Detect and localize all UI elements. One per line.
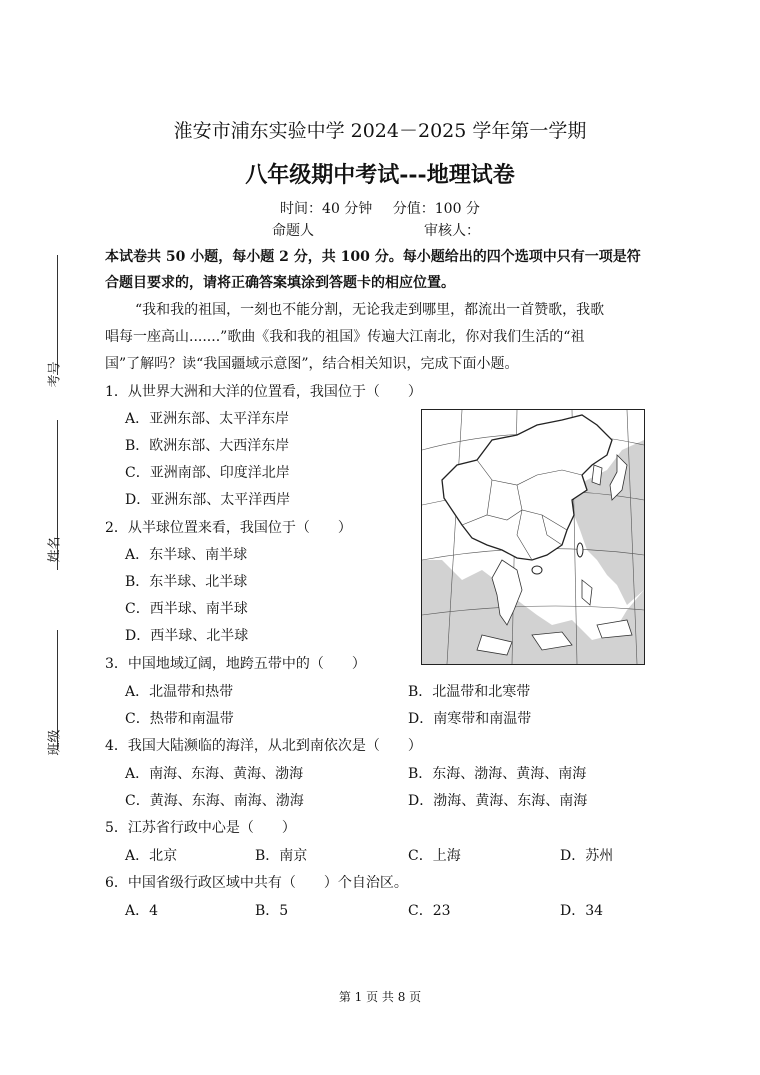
taiwan-island bbox=[577, 543, 583, 557]
question-6-option-b: B．5 bbox=[255, 903, 289, 919]
question-1-option-a: A．亚洲东部、太平洋东岸 bbox=[125, 411, 290, 427]
question-6-option-a: A．4 bbox=[125, 903, 159, 919]
question-3-stem: 3．中国地域辽阔，地跨五带中的（ ） bbox=[105, 656, 366, 672]
china-map-drawing bbox=[422, 410, 644, 664]
question-5-stem: 5．江苏省行政中心是（ ） bbox=[105, 820, 296, 836]
school-title: 淮安市浦东实验中学 2024－2025 学年第一学期 bbox=[173, 120, 587, 142]
korean-peninsula bbox=[592, 465, 602, 485]
exam-title: 八年级期中考试---地理试卷 bbox=[245, 162, 515, 188]
question-5-option-c: C．上海 bbox=[408, 848, 461, 864]
question-5-option-d: D．苏州 bbox=[560, 848, 614, 864]
question-6-option-d: D．34 bbox=[560, 903, 604, 919]
name-label: 姓名 bbox=[47, 536, 63, 563]
question-5-option-a: A．北京 bbox=[125, 848, 178, 864]
question-1-option-b: B．欧洲东部、大西洋东岸 bbox=[125, 438, 290, 454]
question-3-option-b: B．北温带和北寒带 bbox=[408, 684, 531, 700]
question-3-option-d: D．南寒带和南温带 bbox=[408, 711, 532, 727]
instructions-line-2: 合题目要求的，请将正确答案填涂到答题卡的相应位置。 bbox=[105, 275, 455, 291]
question-2-option-d: D．西半球、北半球 bbox=[125, 628, 249, 644]
question-6-stem: 6．中国省级行政区域中共有（ ）个自治区。 bbox=[105, 875, 408, 891]
page-footer: 第 1 页 共 8 页 bbox=[338, 990, 422, 1004]
class-label: 班级 bbox=[47, 729, 63, 756]
exam-no-line bbox=[57, 255, 58, 375]
question-2-option-a: A．东半球、南半球 bbox=[125, 547, 248, 563]
question-5-option-b: B．南京 bbox=[255, 848, 308, 864]
question-2-option-c: C．西半球、南半球 bbox=[125, 601, 248, 617]
question-1-option-c: C．亚洲南部、印度洋北岸 bbox=[125, 465, 290, 481]
reviewer-label: 审核人： bbox=[424, 223, 480, 239]
question-4-stem: 4．我国大陆濒临的海洋，从北到南依次是（ ） bbox=[105, 738, 422, 754]
instructions-line-1: 本试卷共 50 小题，每小题 2 分，共 100 分。每小题给出的四个选项中只有一项是符 bbox=[105, 249, 641, 265]
sulawesi-island bbox=[597, 620, 632, 638]
question-2-stem: 2．从半球位置来看，我国位于（ ） bbox=[105, 520, 352, 536]
question-3-option-a: A．北温带和热带 bbox=[125, 684, 234, 700]
question-6-option-c: C．23 bbox=[408, 903, 451, 919]
question-4-option-c: C．黄海、东海、南海、渤海 bbox=[125, 793, 304, 809]
exam-no-label: 考号 bbox=[47, 361, 63, 388]
question-1-stem: 1．从世界大洲和大洋的位置看，我国位于（ ） bbox=[105, 384, 422, 400]
passage-line-2: 唱每一座高山.......”歌曲《我和我的祖国》传遍大江南北，你对我们生活的“祖 bbox=[105, 329, 585, 345]
exam-meta bbox=[0, 198, 760, 218]
question-4-option-d: D．渤海、黄海、东海、南海 bbox=[408, 793, 588, 809]
passage-line-3: 国”了解吗？读“我国疆域示意图”，结合相关知识，完成下面小题。 bbox=[105, 356, 519, 372]
exam-time: 时间：40 分钟 bbox=[280, 201, 373, 217]
hainan-island bbox=[532, 566, 542, 574]
exam-score: 分值：100 分 bbox=[392, 201, 480, 217]
question-2-option-b: B．东半球、北半球 bbox=[125, 574, 248, 590]
question-4-option-b: B．东海、渤海、黄海、南海 bbox=[408, 766, 587, 782]
question-4-option-a: A．南海、东海、黄海、渤海 bbox=[125, 766, 304, 782]
question-3-option-c: C．热带和南温带 bbox=[125, 711, 234, 727]
setter-label: 命题人 bbox=[272, 223, 314, 239]
china-territory-map bbox=[421, 409, 645, 665]
passage-line-1: “我和我的祖国，一刻也不能分割，无论我走到哪里，都流出一首赞歌，我歌 bbox=[135, 302, 605, 318]
philippines-islands bbox=[582, 580, 592, 605]
question-1-option-d: D．亚洲东部、太平洋西岸 bbox=[125, 492, 291, 508]
